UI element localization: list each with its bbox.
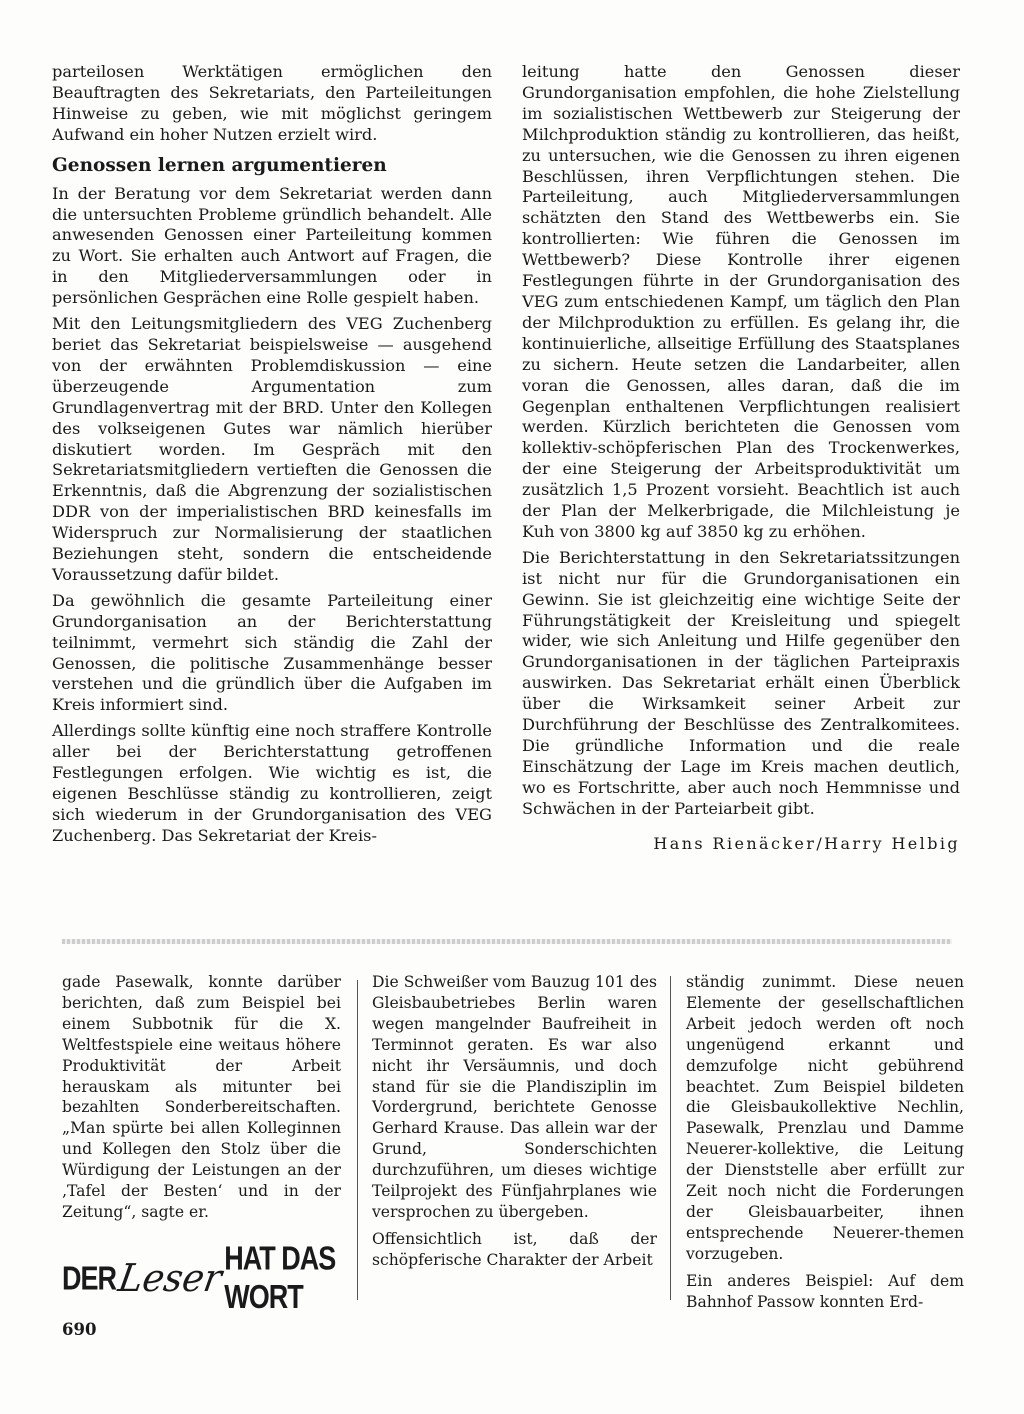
author-signature: Hans Rienäcker/Harry Helbig	[653, 833, 960, 853]
column-rule	[357, 980, 358, 1300]
masthead-script: Leser	[115, 1256, 225, 1300]
masthead-left: DER	[62, 1258, 117, 1297]
intro-paragraph: parteilosen Werktätigen ermöglichen den Beauftragten des Sekretariats, den Parteileitungen Hinweise zu geben, wie mit möglichst geringem Aufwand ein hoher Nutzen erzielt wird.	[52, 62, 492, 144]
section-divider	[62, 939, 952, 944]
paragraph: Offensichtlich ist, daß der schöpferische Charakter der Arbeit	[372, 1229, 657, 1269]
section-masthead	[62, 1239, 346, 1316]
paragraph: In der Beratung vor dem Sekretariat werden dann die untersuchten Probleme gründlich behandelt. Alle anwesenden Genossen einer Parteileitung kommen zu Wort. Sie erhalten auch Antwort auf Fragen, die in den Mitgliederversammlungen oder in persönlichen Gesprächen eine Rolle gespielt haben.	[52, 183, 492, 308]
top-left-column	[52, 62, 492, 847]
paragraph: Da gewöhnlich die gesamte Parteileitung einer Grundorganisation an der Berichterstattung teilnimmt, vermehrt sich ständig die Zahl der Genossen, die politische Zusammenhänge besser verstehen und die gründlich über die Aufgaben im Kreis informiert sind.	[52, 590, 492, 715]
paragraph: Die Schweißer vom Bauzug 101 des Gleisbaubetriebes Berlin waren wegen mangelnder Baufreiheit in Terminnot geraten. Es war also nicht ihr Versäumnis, und doch stand für sie die Plandisziplin im Vordergrund, berichtete Genosse Gerhard Krause. Das allein war der Grund, Sonderschichten durchzuführen, um dieses wichtige Teilprojekt des Fünfjahrplanes wie versprochen zu übergeben.	[372, 973, 657, 1221]
paragraph: ständig zunimmt. Diese neuen Elemente der gesellschaftlichen Arbeit jedoch werden oft noch ungenügend erkannt und demzufolge nicht gebührend beachtet. Zum Beispiel bildeten die Gleisbaukollektive Nechlin, Pasewalk, Prenzlau und Damme Neuerer-kollektive, die Leitung der Dienststelle aber erfüllt zur Zeit noch nicht die Forderungen der Gleisbauarbeiter, ihnen entsprechende Neuerer-themen vorzugeben.	[686, 973, 964, 1263]
masthead-right: HAT DAS WORT	[224, 1239, 336, 1316]
column-rule	[670, 976, 671, 1300]
bottom-column-3	[686, 972, 964, 1313]
paragraph: Mit den Leitungsmitgliedern des VEG Zuchenberg beriet das Sekretariat beispielsweise — ausgehend von der erwähnten Problemdiskussion — eine überzeugende Argumentation zum Grundlagenvertrag mit der BRD. Unter den Kollegen des volkseigenen Gutes war nämlich hierüber diskutiert worden. Im Gespräch mit den Sekretariatsmitgliedern vertieften die Genossen die Erkenntnis, daß die Abgrenzung der sozialistischen DDR von der imperialistischen BRD keinesfalls im Widerspruch zur Normalisierung der staatlichen Beziehungen steht, sondern die entscheidende Voraussetzung dafür bildet.	[52, 314, 492, 584]
top-right-column	[522, 62, 960, 855]
paragraph: Die Berichterstattung in den Sekretariatssitzungen ist nicht nur für die Grundorganisationen ein Gewinn. Sie ist gleichzeitig eine wichtige Seite der Führungstätigkeit der Kreisleitung und spiegelt wider, wie sich Anleitung und Hilfe gegenüber den Grundorganisationen in der täglichen Parteipraxis auswirken. Das Sekretariat erhält einen Überblick über die Wirksamkeit seiner Arbeit zur Durchführung der Beschlüsse des Zentralkomitees. Die gründliche Information und die reale Einschätzung der Lage im Kreis machen deutlich, wo es Fortschritte, aber auch noch Hemmnisse und Schwächen in der Parteiarbeit gibt.	[522, 547, 960, 818]
paragraph: leitung hatte den Genossen dieser Grundorganisation empfohlen, die hohe Zielstellung im sozialistischen Wettbewerb zur Steigerung der Milchproduktion ständig zu kontrollieren, das heißt, zu untersuchen, wie die Genossen zu ihren eigenen Beschlüssen, ihren Verpflichtungen stehen. Die Parteileitung, auch Mitgliederversammlungen schätzten den Stand des Wettbewerbs ein. Sie kontrollierten: Wie führen die Genossen im Wettbewerb? Diese Kontrolle ihrer eigenen Festlegungen führte in der Grundorganisation des VEG zum entschiedenen Kampf, um täglich den Plan der Milchproduktion zu erfüllen. Es gelang ihr, die kontinuierliche, allseitige Erfüllung des Staatsplanes zu sichern. Heute setzen die Landarbeiter, allen voran die Genossen, alles daran, daß die im Gegenplan enthaltenen Verpflichtungen realisiert werden. Kürzlich berichteten die Genossen vom kollektiv-schöpferischen Plan des Trockenwerkes, der eine Steigerung der Arbeitsproduktivität um zusätzlich 1,5 Prozent vorsieht. Beachtlich ist auch der Plan der Melkerbrigade, die Milchleistung je Kuh von 3800 kg auf 3850 kg zu erhöhen.	[522, 62, 960, 541]
paragraph: Allerdings sollte künftig eine noch straffere Kontrolle aller bei der Berichterstattung getroffenen Festlegungen erfolgen. Wie wichtig es ist, die eigenen Beschlüsse ständig zu kontrollieren, zeigt sich wiederum in der Grundorganisation des VEG Zuchenberg. Das Sekretariat der Kreis-	[52, 721, 492, 845]
section-heading: Genossen lernen argumentieren	[52, 154, 387, 176]
bottom-column-2	[372, 972, 657, 1271]
page-number: 690	[62, 1320, 97, 1339]
paragraph: Ein anderes Beispiel: Auf dem Bahnhof Passow konnten Erd-	[686, 1271, 964, 1311]
bottom-column-1	[62, 972, 341, 1223]
paragraph: gade Pasewalk, konnte darüber berichten, daß zum Beispiel bei einem Subbotnik für die X. Weltfestspiele eine weitaus höhere Produktivität der Arbeit herauskam als mitunter bei bezahlten Sonderbereitschaften. „Man spürte bei allen Kolleginnen und Kollegen den Stolz über die Würdigung der Leistungen an der ‚Tafel der Besten‘ und in der Zeitung“, sagte er.	[62, 973, 341, 1221]
